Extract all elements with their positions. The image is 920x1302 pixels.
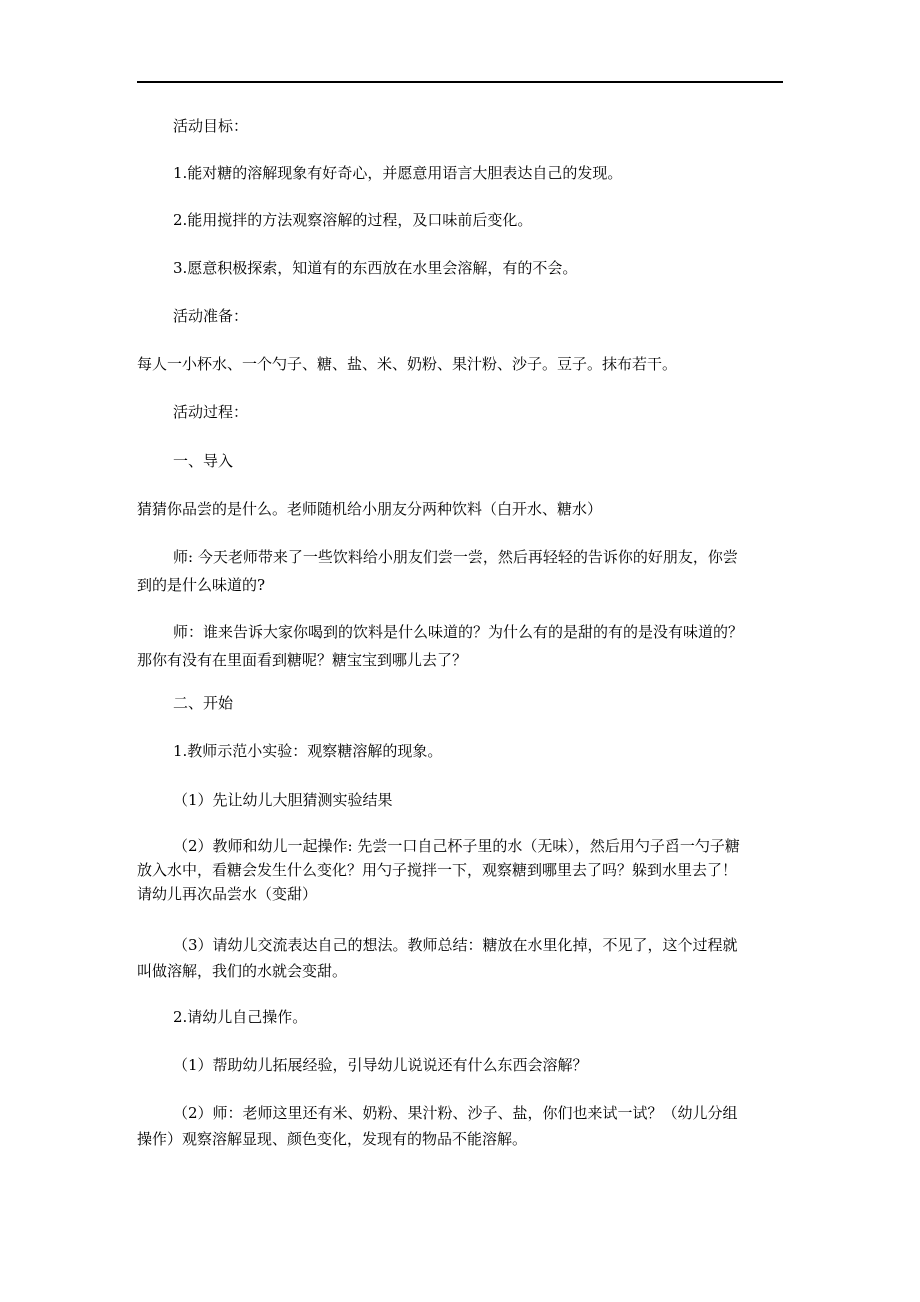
teacher-dialogue-2 — [137, 620, 797, 672]
step-heading-start: 二、开始 — [173, 694, 234, 712]
intro-guess-drink: 猜猜你品尝的是什么。老师随机给小朋友分两种饮料（白开水、糖水） — [137, 500, 603, 518]
demo-step-line: 放入水中，看糖会发生什么变化？用勺子搅拌一下，观察糖到哪里去了吗？躲到水里去了！ — [137, 861, 738, 879]
child-operation-heading: 2.请幼儿自己操作。 — [173, 1008, 308, 1026]
section-heading-goals: 活动目标： — [173, 117, 249, 135]
dialogue-line: 师：谁来告诉大家你喝到的饮料是什么味道的？为什么有的是甜的有的是没有味道的？ — [173, 623, 744, 641]
preparation-materials: 每人一小杯水、一个勺子、糖、盐、米、奶粉、果汁粉、沙子。豆子。抹布若干。 — [137, 355, 678, 373]
demo-step-line: （3）请幼儿交流表达自己的想法。教师总结：糖放在水里化掉，不见了，这个过程就 — [173, 936, 738, 954]
header-rule — [137, 81, 783, 83]
dialogue-line: 师: 今天老师带来了一些饮料给小朋友们尝一尝，然后再轻轻的告诉你的好朋友，你尝 — [173, 548, 738, 566]
teacher-dialogue-1 — [137, 545, 797, 597]
demo-step-line: （2）教师和幼儿一起操作: 先尝一口自己杯子里的水（无味），然后用勺子舀一勺子糖 — [173, 837, 740, 855]
section-heading-process: 活动过程： — [173, 403, 249, 421]
demo-step-3 — [137, 933, 797, 983]
child-operation-step-2 — [137, 1101, 797, 1151]
child-step-line: （2）师：老师这里还有米、奶粉、果汁粉、沙子、盐，你们也来试一试？（幼儿分组 — [173, 1104, 738, 1122]
section-heading-preparation: 活动准备： — [173, 307, 249, 325]
demo-step-line: 请幼儿再次品尝水（变甜） — [137, 885, 318, 903]
demo-experiment-heading: 1.教师示范小实验：观察糖溶解的现象。 — [173, 742, 443, 760]
demo-step-line: 叫做溶解，我们的水就会变甜。 — [137, 962, 348, 980]
child-step-line: 操作）观察溶解显现、颜色变化，发现有的物品不能溶解。 — [137, 1130, 528, 1148]
goal-item-1: 1.能对糖的溶解现象有好奇心，并愿意用语言大胆表达自己的发现。 — [173, 164, 623, 182]
step-heading-intro: 一、导入 — [173, 452, 234, 470]
goal-item-2: 2.能用搅拌的方法观察溶解的过程，及口味前后变化。 — [173, 211, 533, 229]
child-operation-step-1: （1）帮助幼儿拓展经验，引导幼儿说说还有什么东西会溶解？ — [173, 1056, 588, 1074]
demo-step-2 — [137, 834, 797, 906]
dialogue-line: 那你有没有在里面看到糖呢？糖宝宝到哪儿去了？ — [137, 651, 468, 669]
dialogue-line: 到的是什么味道的? — [137, 576, 266, 594]
demo-step-1: （1）先让幼儿大胆猜测实验结果 — [173, 791, 393, 809]
goal-item-3: 3.愿意积极探索，知道有的东西放在水里会溶解，有的不会。 — [173, 259, 578, 277]
